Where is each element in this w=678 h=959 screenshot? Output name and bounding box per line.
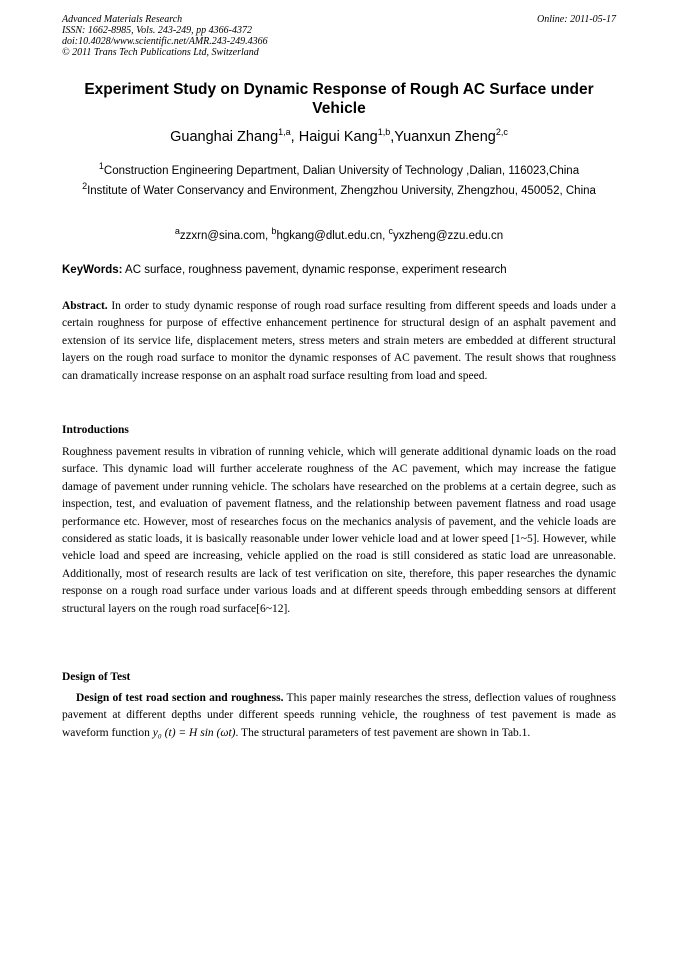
affiliation-text: Institute of Water Conservancy and Environment, Zhengzhou University, Zhengzhou, 450052, China (87, 185, 596, 197)
copyright: © 2011 Trans Tech Publications Ltd, Switzerland (62, 47, 259, 58)
design-subheading: Design of test road section and roughness. (76, 692, 284, 704)
keywords-label: KeyWords: (62, 264, 123, 276)
abstract-text: In order to study dynamic response of rough road surface resulting from different speeds and loads under a certain roughness for purpose of effective enhancement pertinence for structural design of an asphalt pavement and extension of its service life, displacement meters, stress meters and strain meters are embedded at different structural layers on the rough road surface to monitor the dynamic responses of AC pavement. The result shows that roughness can dramatically increase response on an asphalt road surface resulting from load and speed. (62, 300, 616, 382)
online-date: Online: 2011-05-17 (537, 14, 616, 25)
journal-name: Advanced Materials Research (62, 14, 183, 25)
email-superscript: b (271, 226, 277, 237)
author-name: Haigui Kang (298, 129, 378, 145)
author-separator: , (290, 129, 299, 145)
abstract (62, 298, 616, 385)
author-superscript: 1,b (377, 127, 391, 138)
author-name: Yuanxun Zheng (394, 129, 496, 145)
design-body (62, 690, 616, 742)
author-name: Guanghai Zhang (170, 129, 279, 145)
keywords-text: AC surface, roughness pavement, dynamic response, experiment research (122, 264, 507, 276)
email-link[interactable]: hgkang@dlut.edu.cn, (276, 230, 389, 242)
email-list (62, 228, 616, 245)
design-text: This paper mainly researches the stress, deflection values of roughness pavement at different depths under different speeds running vehicle, the roughness of test pavement is made as waveform function (62, 692, 616, 739)
author-separator: , (390, 129, 395, 145)
author-superscript: 2,c (495, 127, 508, 138)
affiliation-number: 1 (98, 161, 104, 172)
journal-header (62, 14, 616, 58)
abstract-label: Abstract. (62, 300, 108, 312)
design-text-end: . The structural parameters of test pavement are shown in Tab.1. (235, 726, 531, 739)
design-heading: Design of Test (62, 671, 131, 683)
affiliation-text: Construction Engineering Department, Dalian University of Technology ,Dalian, 116023,China (103, 165, 580, 177)
email-link[interactable]: zzxrn@sina.com, (179, 230, 272, 242)
affiliation-1 (62, 163, 616, 180)
affiliation-2 (62, 183, 616, 200)
email-superscript: a (174, 226, 180, 237)
keywords (62, 263, 616, 278)
email-superscript: c (388, 226, 393, 237)
doi: doi:10.4028/www.scientific.net/AMR.243-249.4366 (62, 36, 268, 47)
issn: ISSN: 1662-8985, Vols. 243-249, pp 4366-4372 (62, 25, 252, 36)
author-superscript: 1,a (278, 127, 291, 138)
introductions-body: Roughness pavement results in vibration of running vehicle, which will generate additional dynamic loads on the road surface. This dynamic load will further accelerate roughness of the AC pavement, which may increase the fatigue damage of pavement under running vehicle. The scholars have researched on the problems at a certain degree, such as inspection, test, and evaluation of pavement flatness, and the relationship between pavement flatness and road usage performance etc. However, most of researches focus on the mechanics analysis of pavement, and the vehicle loads are considered as static loads, it is basically reasonable under lower vehicle load and at lower speed [1~5]. However, while vehicle load and speed are increasing, vehicle applied on the road is still considered as static load are unreasonable. Additionally, most of research results are lack of test verification on site, therefore, this paper researches the dynamic response on a rough road surface under various loads and at different speeds through embedding sensors at different structural layers on the rough road surface[6~12]. (62, 446, 616, 615)
email-link[interactable]: yxzheng@zzu.edu.cn (393, 230, 504, 242)
introductions-heading: Introductions (62, 424, 129, 436)
author-list (62, 128, 616, 146)
affiliation-number: 2 (82, 181, 88, 192)
waveform-formula: y₀ (t) = H sin (ωt) (152, 726, 236, 739)
paper-title: Experiment Study on Dynamic Response of Rough AC Surface under Vehicle (84, 81, 594, 117)
